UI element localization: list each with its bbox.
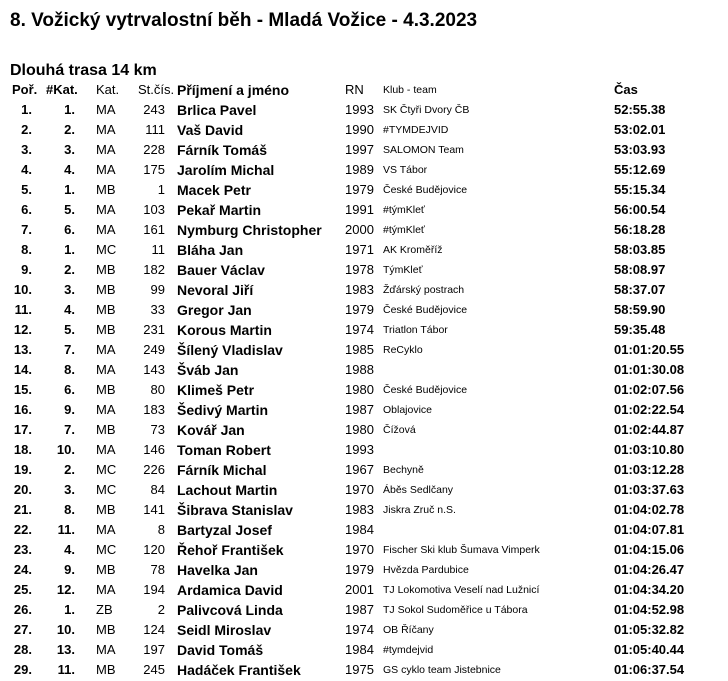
table-row xyxy=(0,620,728,640)
row-rank: 9. xyxy=(21,262,32,277)
row-category: MA xyxy=(96,202,116,217)
row-bib: 182 xyxy=(143,262,165,277)
row-category-rank: 1. xyxy=(64,102,75,117)
row-category-rank: 12. xyxy=(56,582,75,597)
row-rank: 23. xyxy=(13,542,32,557)
table-row xyxy=(0,560,728,580)
table-row xyxy=(0,120,728,140)
table-row xyxy=(0,600,728,620)
row-category: MA xyxy=(96,142,116,157)
row-time: 01:03:12.28 xyxy=(614,462,685,477)
table-row xyxy=(0,380,728,400)
row-name: Klimeš Petr xyxy=(177,382,255,398)
row-category-rank: 1. xyxy=(64,242,75,257)
row-club: TJ Lokomotiva Veselí nad Lužnicí xyxy=(383,584,540,596)
row-time: 01:01:30.08 xyxy=(614,362,685,377)
row-category: MA xyxy=(96,222,116,237)
row-bib: 197 xyxy=(143,642,165,657)
row-time: 53:03.93 xyxy=(614,142,666,157)
row-birth-year: 1984 xyxy=(345,642,374,657)
row-bib: 103 xyxy=(143,202,165,217)
row-rank: 27. xyxy=(13,622,32,637)
row-category-rank: 9. xyxy=(64,562,75,577)
row-club: #týmKleť xyxy=(383,204,425,216)
row-category: MC xyxy=(96,242,117,257)
row-rank: 19. xyxy=(13,462,32,477)
row-name: Toman Robert xyxy=(177,442,271,458)
row-bib: 161 xyxy=(143,222,165,237)
row-time: 01:04:02.78 xyxy=(614,502,685,517)
row-category: MB xyxy=(96,662,116,677)
table-row xyxy=(0,520,728,540)
row-bib: 175 xyxy=(143,162,165,177)
row-rank: 2. xyxy=(21,122,32,137)
table-row xyxy=(0,180,728,200)
row-bib: 120 xyxy=(143,542,165,557)
row-category-rank: 3. xyxy=(64,482,75,497)
row-club: SALOMON Team xyxy=(383,144,464,156)
row-birth-year: 1980 xyxy=(345,382,374,397)
row-rank: 13. xyxy=(13,342,32,357)
row-category-rank: 13. xyxy=(56,642,75,657)
row-club: Oblajovice xyxy=(383,404,433,416)
row-category: MB xyxy=(96,302,116,317)
row-birth-year: 1979 xyxy=(345,182,374,197)
row-club: #tymdejvid xyxy=(383,644,434,656)
row-rank: 24. xyxy=(13,562,32,577)
row-rank: 14. xyxy=(13,362,32,377)
row-bib: 33 xyxy=(150,302,165,317)
document-title: 8. Vožický vytrvalostní běh - Mladá Vožice - 4.3.2023 xyxy=(10,10,478,31)
table-row xyxy=(0,400,728,420)
row-time: 56:00.54 xyxy=(614,202,666,217)
row-name: Řehoř František xyxy=(177,542,284,558)
row-club: OB Říčany xyxy=(383,624,434,636)
table-row xyxy=(0,540,728,560)
row-bib: 99 xyxy=(150,282,165,297)
row-category-rank: 11. xyxy=(57,662,75,677)
results-table xyxy=(0,80,728,680)
row-time: 01:03:37.63 xyxy=(614,482,685,497)
row-time: 58:08.97 xyxy=(614,262,666,277)
row-rank: 6. xyxy=(21,202,32,217)
row-category: MA xyxy=(96,402,116,417)
row-rank: 17. xyxy=(13,422,32,437)
row-club: TýmKleť xyxy=(383,264,423,276)
table-row xyxy=(0,100,728,120)
row-category: MB xyxy=(96,322,116,337)
row-name: Šedivý Martin xyxy=(177,402,269,418)
row-bib: 1 xyxy=(157,182,165,197)
row-rank: 8. xyxy=(21,242,32,257)
row-category-rank: 9. xyxy=(64,402,75,417)
row-time: 58:37.07 xyxy=(614,282,666,297)
row-club: České Budějovice xyxy=(383,304,468,316)
row-category-rank: 11. xyxy=(57,522,75,537)
row-category: MA xyxy=(96,342,116,357)
row-bib: 124 xyxy=(143,622,165,637)
table-row xyxy=(0,660,728,680)
table-row xyxy=(0,260,728,280)
row-rank: 15. xyxy=(13,382,32,397)
row-bib: 80 xyxy=(150,382,165,397)
row-category: MA xyxy=(96,442,116,457)
row-club: Hvězda Pardubice xyxy=(383,564,469,576)
row-time: 58:03.85 xyxy=(614,242,666,257)
row-time: 01:05:32.82 xyxy=(614,622,685,637)
row-time: 01:04:34.20 xyxy=(614,582,685,597)
row-rank: 28. xyxy=(13,642,32,657)
row-name: Vaš David xyxy=(177,122,244,138)
row-birth-year: 1993 xyxy=(345,442,374,457)
row-name: Pekař Martin xyxy=(177,202,262,218)
row-category: MC xyxy=(96,482,117,497)
row-category-rank: 4. xyxy=(64,542,75,557)
row-birth-year: 1983 xyxy=(345,282,374,297)
row-birth-year: 1967 xyxy=(345,462,374,477)
row-bib: 249 xyxy=(143,342,165,357)
row-name: Lachout Martin xyxy=(177,482,278,498)
row-category: MA xyxy=(96,362,116,377)
row-rank: 7. xyxy=(21,222,32,237)
row-category: MB xyxy=(96,382,116,397)
row-category-rank: 1. xyxy=(64,602,75,617)
table-row xyxy=(0,220,728,240)
row-club: Žďárský postrach xyxy=(383,284,465,296)
row-category-rank: 7. xyxy=(64,342,75,357)
row-club: ReCyklo xyxy=(383,344,423,356)
row-category-rank: 1. xyxy=(64,182,75,197)
row-category: MB xyxy=(96,262,116,277)
row-name: Šváb Jan xyxy=(177,362,239,378)
row-birth-year: 1979 xyxy=(345,562,374,577)
table-row xyxy=(0,480,728,500)
row-club: Fischer Ski klub Šumava Vimperk xyxy=(383,544,540,556)
table-row xyxy=(0,440,728,460)
row-birth-year: 1980 xyxy=(345,422,374,437)
row-bib: 226 xyxy=(143,462,165,477)
header-category-rank: #Kat. xyxy=(46,82,78,97)
row-bib: 78 xyxy=(150,562,165,577)
row-name: Fárník Tomáš xyxy=(177,142,267,158)
row-bib: 111 xyxy=(145,122,165,137)
row-name: Bláha Jan xyxy=(177,242,244,258)
row-rank: 20. xyxy=(13,482,32,497)
row-category-rank: 5. xyxy=(64,322,75,337)
row-rank: 29. xyxy=(13,662,32,677)
row-club: #týmKleť xyxy=(383,224,425,236)
row-category: MA xyxy=(96,122,116,137)
row-category: MA xyxy=(96,102,116,117)
row-birth-year: 1991 xyxy=(345,202,374,217)
course-subtitle: Dlouhá trasa 14 km xyxy=(10,62,157,79)
row-category-rank: 5. xyxy=(64,202,75,217)
row-birth-year: 1974 xyxy=(345,322,374,337)
row-name: Brlica Pavel xyxy=(177,102,257,118)
row-time: 01:04:26.47 xyxy=(614,562,685,577)
row-category-rank: 3. xyxy=(64,282,75,297)
row-club: Triatlon Tábor xyxy=(383,324,448,336)
row-rank: 25. xyxy=(13,582,32,597)
row-name: Nymburg Christopher xyxy=(177,222,322,238)
row-category: MC xyxy=(96,462,117,477)
row-club: České Budějovice xyxy=(383,384,468,396)
row-category: MA xyxy=(96,522,116,537)
row-category-rank: 6. xyxy=(64,382,75,397)
row-bib: 245 xyxy=(143,662,165,677)
row-name: David Tomáš xyxy=(177,642,264,658)
row-name: Kovář Jan xyxy=(177,422,245,438)
table-row xyxy=(0,140,728,160)
row-birth-year: 1978 xyxy=(345,262,374,277)
row-category-rank: 4. xyxy=(64,162,75,177)
row-club: Áběs Sedlčany xyxy=(383,484,454,496)
row-time: 59:35.48 xyxy=(614,322,666,337)
row-birth-year: 1984 xyxy=(345,522,374,537)
row-name: Nevoral Jiří xyxy=(177,282,254,298)
table-row xyxy=(0,460,728,480)
row-club: TJ Sokol Sudoměřice u Tábora xyxy=(383,604,528,616)
table-row xyxy=(0,320,728,340)
row-category: MB xyxy=(96,282,116,297)
row-category: MB xyxy=(96,622,116,637)
header-category: Kat. xyxy=(96,82,120,97)
row-time: 53:02.01 xyxy=(614,122,666,137)
row-name: Palivcová Linda xyxy=(177,602,283,618)
row-time: 55:12.69 xyxy=(614,162,666,177)
row-club: České Budějovice xyxy=(383,184,468,196)
row-time: 01:06:37.54 xyxy=(614,662,685,677)
row-club: #TYMDEJVID xyxy=(383,124,449,136)
row-time: 01:02:07.56 xyxy=(614,382,685,397)
row-time: 01:01:20.55 xyxy=(614,342,685,357)
row-name: Macek Petr xyxy=(177,182,251,198)
row-birth-year: 1987 xyxy=(345,602,374,617)
table-row xyxy=(0,240,728,260)
row-category-rank: 3. xyxy=(64,142,75,157)
row-birth-year: 2001 xyxy=(345,582,374,597)
table-row xyxy=(0,580,728,600)
header-club: Klub - team xyxy=(383,84,437,96)
row-birth-year: 1983 xyxy=(345,502,374,517)
row-bib: 231 xyxy=(143,322,165,337)
row-category: ZB xyxy=(96,602,113,617)
row-category: MB xyxy=(96,182,116,197)
row-name: Gregor Jan xyxy=(177,302,252,318)
row-birth-year: 1987 xyxy=(345,402,374,417)
header-bib: St.čís. xyxy=(138,82,175,97)
row-club: GS cyklo team Jistebnice xyxy=(383,664,501,676)
row-bib: 143 xyxy=(143,362,165,377)
row-birth-year: 1970 xyxy=(345,542,374,557)
row-birth-year: 1971 xyxy=(345,242,374,257)
row-rank: 10. xyxy=(13,282,32,297)
row-club: Jiskra Zruč n.S. xyxy=(383,504,456,516)
table-header xyxy=(0,80,728,100)
row-bib: 73 xyxy=(150,422,165,437)
row-bib: 243 xyxy=(143,102,165,117)
row-birth-year: 1979 xyxy=(345,302,374,317)
row-category: MB xyxy=(96,502,116,517)
row-birth-year: 1985 xyxy=(345,342,374,357)
row-time: 56:18.28 xyxy=(614,222,666,237)
row-club: Čížová xyxy=(383,424,416,436)
row-name: Korous Martin xyxy=(177,322,272,338)
row-birth-year: 1970 xyxy=(345,482,374,497)
table-row xyxy=(0,200,728,220)
row-rank: 22. xyxy=(13,522,32,537)
row-category: MA xyxy=(96,162,116,177)
row-bib: 146 xyxy=(143,442,165,457)
header-name: Příjmení a jméno xyxy=(177,82,290,98)
row-birth-year: 1997 xyxy=(345,142,374,157)
row-club: Bechyně xyxy=(383,464,424,476)
row-birth-year: 1988 xyxy=(345,362,374,377)
row-time: 01:05:40.44 xyxy=(614,642,685,657)
row-name: Hadáček František xyxy=(177,662,301,678)
row-club: AK Kroměříž xyxy=(383,244,443,256)
row-rank: 1. xyxy=(21,102,32,117)
row-time: 01:04:07.81 xyxy=(614,522,685,537)
row-category-rank: 10. xyxy=(56,622,75,637)
row-time: 58:59.90 xyxy=(614,302,666,317)
row-birth-year: 1990 xyxy=(345,122,374,137)
row-name: Fárník Michal xyxy=(177,462,267,478)
row-rank: 16. xyxy=(13,402,32,417)
table-row xyxy=(0,340,728,360)
row-time: 01:02:22.54 xyxy=(614,402,685,417)
row-category-rank: 6. xyxy=(64,222,75,237)
row-category-rank: 8. xyxy=(64,502,75,517)
row-time: 01:04:52.98 xyxy=(614,602,685,617)
row-bib: 194 xyxy=(143,582,165,597)
table-row xyxy=(0,360,728,380)
row-category-rank: 2. xyxy=(64,122,75,137)
row-category-rank: 10. xyxy=(56,442,75,457)
table-row xyxy=(0,500,728,520)
row-bib: 84 xyxy=(150,482,165,497)
table-row xyxy=(0,300,728,320)
row-rank: 3. xyxy=(21,142,32,157)
row-rank: 26. xyxy=(13,602,32,617)
row-category: MC xyxy=(96,542,117,557)
row-time: 55:15.34 xyxy=(614,182,666,197)
row-name: Šílený Vladislav xyxy=(177,342,283,358)
header-birth-year: RN xyxy=(345,82,364,97)
row-name: Bartyzal Josef xyxy=(177,522,272,538)
row-time: 52:55.38 xyxy=(614,102,666,117)
row-rank: 18. xyxy=(13,442,32,457)
table-body xyxy=(0,100,728,680)
row-bib: 11 xyxy=(151,242,165,257)
row-birth-year: 2000 xyxy=(345,222,374,237)
row-time: 01:03:10.80 xyxy=(614,442,685,457)
row-birth-year: 1993 xyxy=(345,102,374,117)
row-name: Jarolím Michal xyxy=(177,162,275,178)
row-time: 01:04:15.06 xyxy=(614,542,685,557)
table-row xyxy=(0,160,728,180)
row-bib: 2 xyxy=(157,602,165,617)
table-row xyxy=(0,280,728,300)
row-bib: 8 xyxy=(157,522,165,537)
row-birth-year: 1975 xyxy=(345,662,374,677)
row-category: MA xyxy=(96,582,116,597)
table-row xyxy=(0,640,728,660)
row-category: MA xyxy=(96,642,116,657)
row-birth-year: 1974 xyxy=(345,622,374,637)
row-category-rank: 7. xyxy=(64,422,75,437)
row-club: SK Čtyři Dvory ČB xyxy=(383,104,470,116)
row-bib: 141 xyxy=(143,502,165,517)
table-row xyxy=(0,420,728,440)
row-bib: 228 xyxy=(143,142,165,157)
row-birth-year: 1989 xyxy=(345,162,374,177)
row-time: 01:02:44.87 xyxy=(614,422,685,437)
row-category: MB xyxy=(96,422,116,437)
row-category: MB xyxy=(96,562,116,577)
header-rank: Poř. xyxy=(12,82,38,97)
row-name: Havelka Jan xyxy=(177,562,258,578)
row-rank: 11. xyxy=(14,302,32,317)
row-name: Šibrava Stanislav xyxy=(177,502,293,518)
header-time: Čas xyxy=(614,82,638,97)
row-club: VS Tábor xyxy=(383,164,428,176)
row-name: Ardamica David xyxy=(177,582,283,598)
row-rank: 12. xyxy=(13,322,32,337)
row-rank: 21. xyxy=(13,502,32,517)
row-category-rank: 2. xyxy=(64,462,75,477)
row-name: Seidl Miroslav xyxy=(177,622,272,638)
row-rank: 5. xyxy=(21,182,32,197)
row-category-rank: 8. xyxy=(64,362,75,377)
row-category-rank: 2. xyxy=(64,262,75,277)
row-bib: 183 xyxy=(143,402,165,417)
row-category-rank: 4. xyxy=(64,302,75,317)
row-name: Bauer Václav xyxy=(177,262,265,278)
row-rank: 4. xyxy=(21,162,32,177)
